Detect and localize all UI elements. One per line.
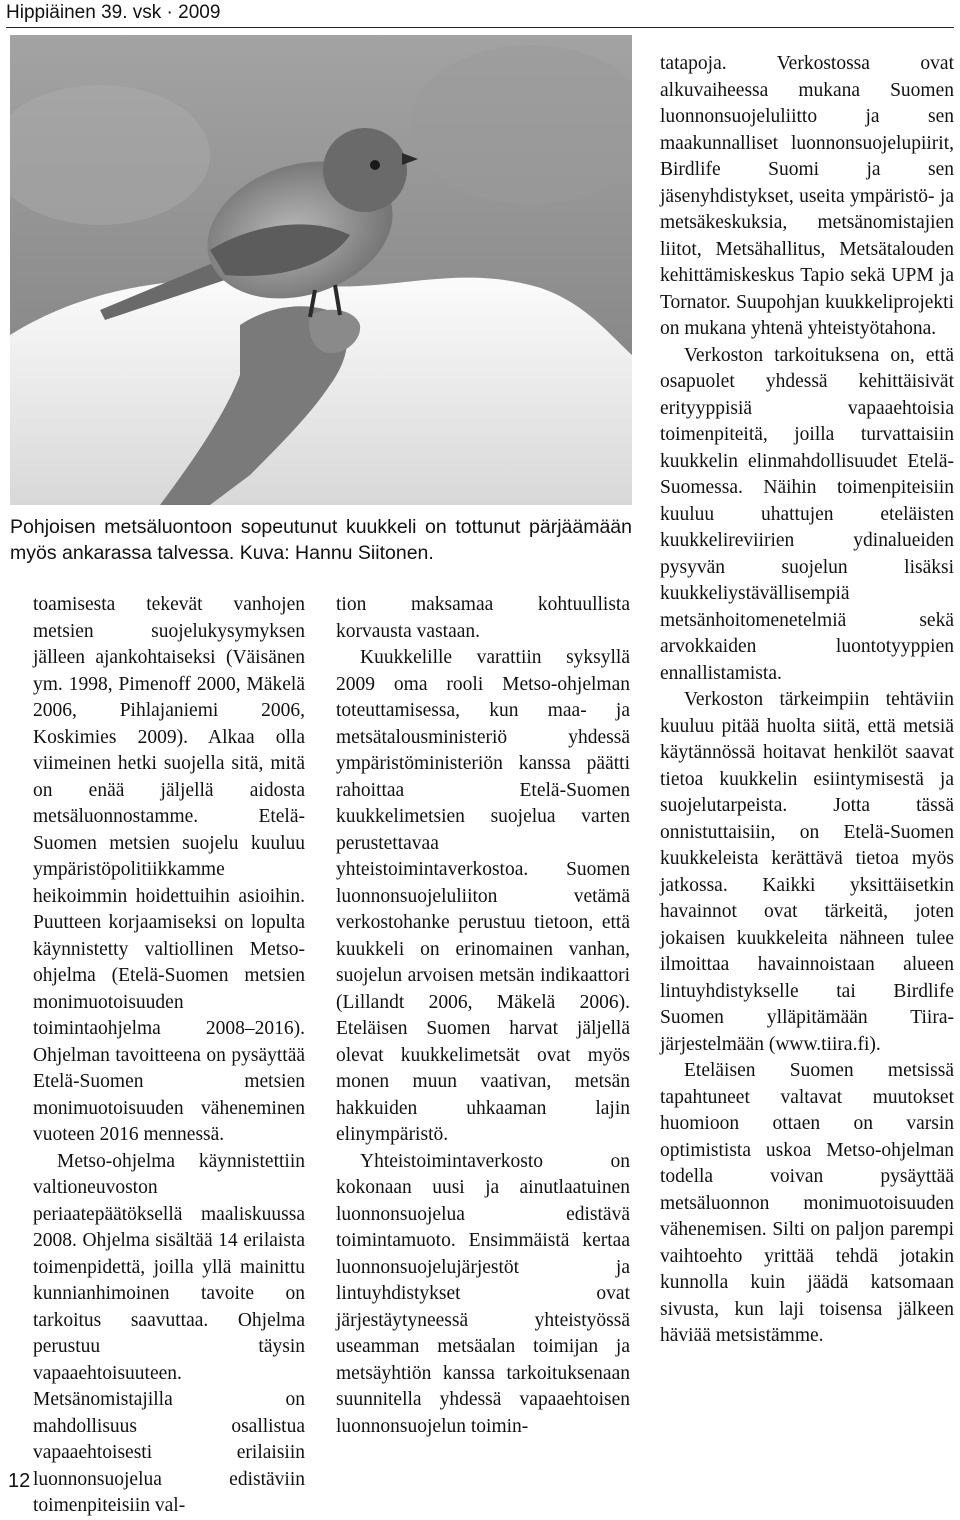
header-rule	[6, 27, 954, 28]
photo-caption: Pohjoisen metsäluontoon sopeutunut kuukkeli on tottunut pärjäämään myös ankarassa talvessa. Kuva: Hannu Siitonen.	[10, 516, 632, 564]
text-column-3	[660, 51, 954, 1350]
paragraph: tatapoja. Verkostossa ovat alkuvaiheessa mukana Suomen luonnonsuojeluliitto ja sen maakunnalliset luonnonsuojelupiirit, Birdlife Suomi ja sen jäsenyhdistykset, useita ympäristö- ja metsäkeskuksia, metsänomistajien liitot, Metsähallitus, Metsätalouden kehittämiskeskus Tapio sekä UPM ja Tornator. Suupohjan kuukkeliprojekti on mukana yhtenä yhteistyötahona.	[660, 53, 954, 339]
paragraph: toamisesta tekevät vanhojen metsien suojelukysymyksen jälleen ajankohtaiseksi (Väisänen ym. 1998, Pimenoff 2000, Mäkelä 2006, Pihlajaniemi 2006, Koskimies 2009). Alkaa olla viimeinen hetki suojella sitä, mitä on enää jäljellä aidosta metsäluonnostamme. Etelä-Suomen metsien suojelu kuuluu ympäristöpolitiikkamme heikoimmin hoidettuihin asioihin. Puutteen korjaamiseksi on lopulta käynnistetty valtiollinen Metso-ohjelma (Etelä-Suomen metsien monimuotoisuuden toimintaohjelma 2008–2016). Ohjelman tavoitteena on pysäyttää Etelä-Suomen metsien monimuotoisuuden väheneminen vuoteen 2016 mennessä.	[33, 594, 305, 1145]
bird-photo	[10, 35, 632, 505]
running-header: Hippiäinen 39. vsk · 2009	[6, 2, 221, 23]
page-number: 12	[8, 1470, 31, 1492]
paragraph: tion maksamaa kohtuullista korvausta vastaan.	[336, 594, 630, 642]
paragraph: Yhteistoimintaverkosto on kokonaan uusi ja ainutlaatuinen luonnonsuojelua edistävä toimintamuoto. Ensimmäistä kertaa luonnonsuojelujärjestöt ja lintuyhdistykset ovat järjestäytyneessä yhteistyössä useamman metsäalan toimijan ja metsäyhtiön kanssa tarkoituksenaan suunnitella yhdessä vapaaehtoisen luonnonsuojelun toimin-	[336, 1150, 630, 1437]
paragraph: Eteläisen Suomen metsissä tapahtuneet valtavat muutokset huomioon ottaen on varsin optimistista uskoa Metso-ohjelman todella voivan pysäyttää metsäluonnon monimuotoisuuden vähenemisen. Silti on paljon parempi vaihtoehto yrittää tehdä jotakin kunnolla kuin jäädä katsomaan sivusta, kun laji toisensa jälkeen häviää metsistämme.	[660, 1060, 954, 1346]
paragraph: Verkoston tarkoituksena on, että osapuolet yhdessä kehittäisivät erityyppisiä vapaaehtoisia toimenpiteitä, joilla turvattaisiin kuukkelin elinmahdollisuudet Etelä-Suomessa. Näihin toimenpiteisiin kuuluu uhattujen eteläisten kuukkelireviirien ydinalueiden pysyvän suojelun lisäksi kuukkeliystävällisempiä metsänhoitomenetelmiä sekä arvokkaiden luontotyyppien ennallistamista.	[660, 344, 954, 684]
paragraph: Verkoston tärkeimpiin tehtäviin kuuluu pitää huolta siitä, että metsiä käytännössä hoitavat henkilöt saavat tietoa kuukkelin esiintymisestä ja suojelutarpeista. Jotta tässä onnistuttaisiin, on Etelä-Suomen kuukkeleista kerättävä tietoa myös jatkossa. Kaikki yksittäisetkin havainnot ovat tärkeitä, joten jokaisen kuukkeleita nähneen tulee ilmoittaa havainnoistaan alueen lintuyhdistykselle tai Birdlife Suomen ylläpitämään Tiira-järjestelmään (www.tiira.fi).	[660, 689, 954, 1055]
bird-illustration	[10, 35, 632, 505]
text-column-2	[336, 592, 630, 1440]
paragraph: Kuukkelille varattiin syksyllä 2009 oma rooli Metso-ohjelman toteuttamisessa, kun maa- ja metsätalousministeriö yhdessä ympäristöministeriön kanssa päätti rahoittaa Etelä-Suomen kuukkelimetsien suojelua varten perustettavaa yhteistoimintaverkostoa. Suomen luonnonsuojeluliiton vetämä verkostohanke perustuu tietoon, että kuukkeli on erinomainen vanhan, suojelun arvoisen metsän indikaattori (Lillandt 2006, Mäkelä 2006). Eteläisen Suomen harvat jäljellä olevat kuukkelimetsät ovat myös monen muun vaativan, metsän hakkuiden uhkaaman lajin elinympäristö.	[336, 647, 630, 1145]
text-column-1	[33, 592, 305, 1520]
paragraph: Metso-ohjelma käynnistettiin valtioneuvoston periaatepäätöksellä maaliskuussa 2008. Ohjelma sisältää 14 erilaista toimenpidettä, joilla yllä mainittu kunnianhimoinen tavoite on tarkoitus saavuttaa. Ohjelma perustuu täysin vapaaehtoisuuteen. Metsänomistajilla on mahdollisuus osallistua vapaaehtoisesti erilaisiin luonnonsuojelua edistäviin toimenpiteisiin val-	[33, 1150, 305, 1516]
